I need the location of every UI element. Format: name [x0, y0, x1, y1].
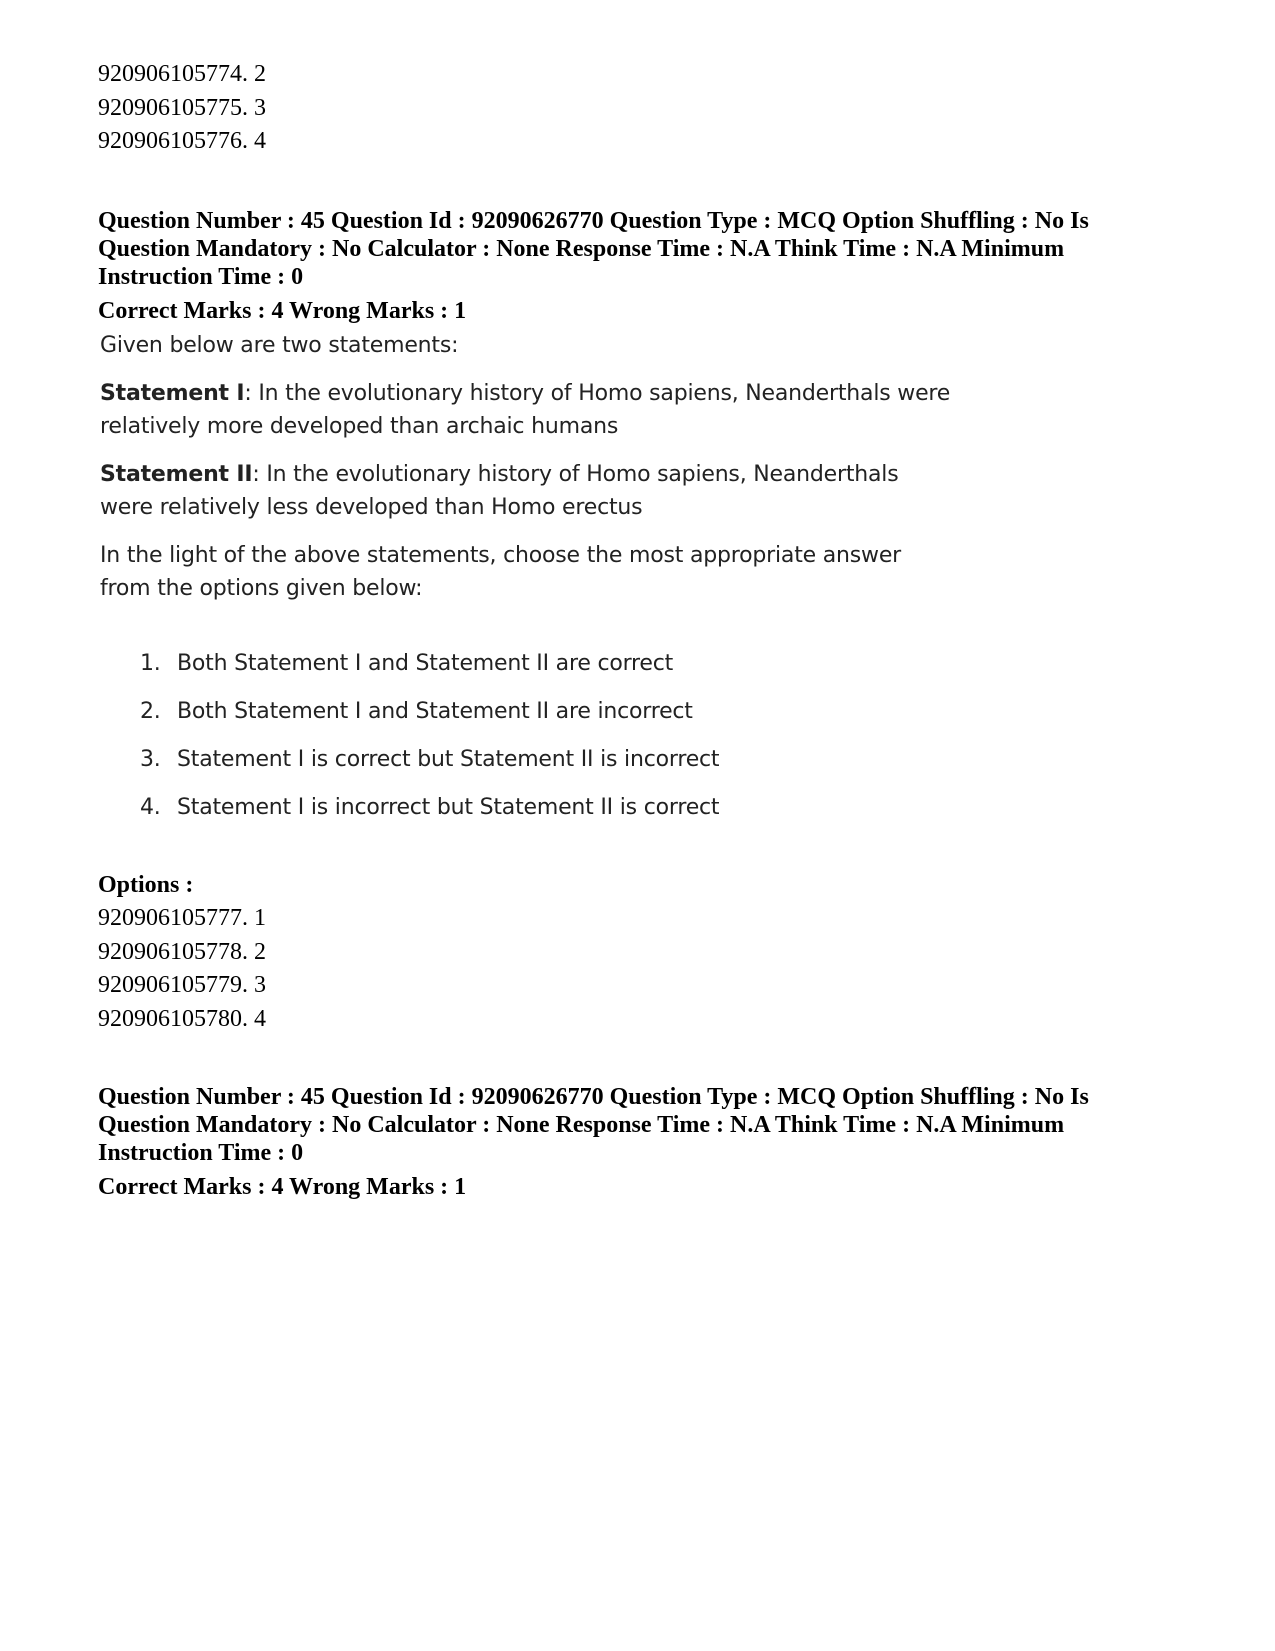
- statement-1-text: relatively more developed than archaic humans: [100, 413, 619, 439]
- choice-text: Statement I is incorrect but Statement II is correct: [177, 794, 720, 820]
- option-value: 2: [254, 61, 266, 87]
- question-body: [98, 329, 978, 824]
- choice-text: Both Statement I and Statement II are incorrect: [177, 698, 693, 724]
- statement-1-text: : In the evolutionary history of Homo sapiens, Neanderthals were: [244, 380, 951, 406]
- option-row: 920906105777. 1: [98, 905, 266, 931]
- statement-2: [100, 458, 978, 524]
- choice-text: Statement I is correct but Statement II is incorrect: [177, 746, 720, 772]
- question-marks: Correct Marks : 4 Wrong Marks : 1: [98, 1174, 467, 1200]
- option-row: 920906105780. 4: [98, 1005, 266, 1032]
- option-value: 4: [254, 128, 266, 154]
- option-id: 920906105780: [98, 1005, 242, 1032]
- document-page: [98, 58, 1178, 1201]
- question-instruction: [100, 539, 978, 605]
- option-row: 920906105775. 3: [98, 94, 266, 121]
- choice-item: [140, 743, 978, 776]
- choice-number: 1.: [140, 650, 161, 676]
- option-id: 920906105774: [98, 61, 242, 87]
- meta-line: Instruction Time : 0: [98, 1140, 304, 1166]
- option-id: 920906105776: [98, 128, 242, 154]
- meta-line: Question Mandatory : No Calculator : None Response Time : N.A Think Time : N.A Minimum: [98, 1112, 1065, 1138]
- option-row: 920906105778. 2: [98, 938, 266, 965]
- meta-line: Question Number : 45 Question Id : 92090626770 Question Type : MCQ Option Shuffling : No Is: [98, 1084, 1089, 1110]
- statement-2-label: Statement II: [100, 461, 253, 487]
- options-list: [98, 902, 1178, 1036]
- option-value: 4: [254, 1005, 266, 1032]
- choice-item: [140, 791, 978, 824]
- question-meta: [98, 1083, 1178, 1167]
- choice-text: Both Statement I and Statement II are correct: [177, 650, 674, 676]
- choice-item: [140, 695, 978, 728]
- meta-line: Question Number : 45 Question Id : 92090626770 Question Type : MCQ Option Shuffling : No Is: [98, 207, 1089, 234]
- option-id: 920906105777: [98, 905, 242, 931]
- choice-item: [140, 647, 978, 680]
- statement-2-text: : In the evolutionary history of Homo sapiens, Neanderthals: [252, 461, 899, 487]
- option-value: 2: [254, 938, 266, 965]
- option-id: 920906105779: [98, 972, 242, 998]
- choice-number: 4.: [140, 794, 161, 820]
- choice-list: [140, 647, 978, 824]
- instruction-text: In the light of the above statements, choose the most appropriate answer: [100, 542, 902, 568]
- meta-line: Question Mandatory : No Calculator : None Response Time : N.A Think Time : N.A Minimum: [98, 235, 1065, 262]
- choice-number: 2.: [140, 698, 161, 724]
- option-value: 3: [254, 94, 266, 121]
- choice-number: 3.: [140, 746, 161, 772]
- statement-1-label: Statement I: [100, 380, 245, 406]
- question-marks: Correct Marks : 4 Wrong Marks : 1: [98, 297, 467, 324]
- option-value: 1: [254, 905, 266, 931]
- top-options-list: [98, 58, 1178, 159]
- option-id: 920906105778: [98, 938, 242, 965]
- question-meta: [98, 207, 1178, 291]
- option-row: 920906105779. 3: [98, 972, 266, 998]
- option-id: 920906105775: [98, 94, 242, 121]
- meta-line: Instruction Time : 0: [98, 263, 304, 290]
- instruction-text: from the options given below:: [100, 575, 423, 601]
- statement-1: [100, 377, 978, 443]
- option-value: 3: [254, 972, 266, 998]
- option-row: 920906105776. 4: [98, 128, 266, 154]
- question-intro: Given below are two statements:: [100, 332, 459, 358]
- options-label: Options :: [98, 871, 194, 898]
- statement-2-text: were relatively less developed than Homo erectus: [100, 494, 643, 520]
- option-row: 920906105774. 2: [98, 61, 266, 87]
